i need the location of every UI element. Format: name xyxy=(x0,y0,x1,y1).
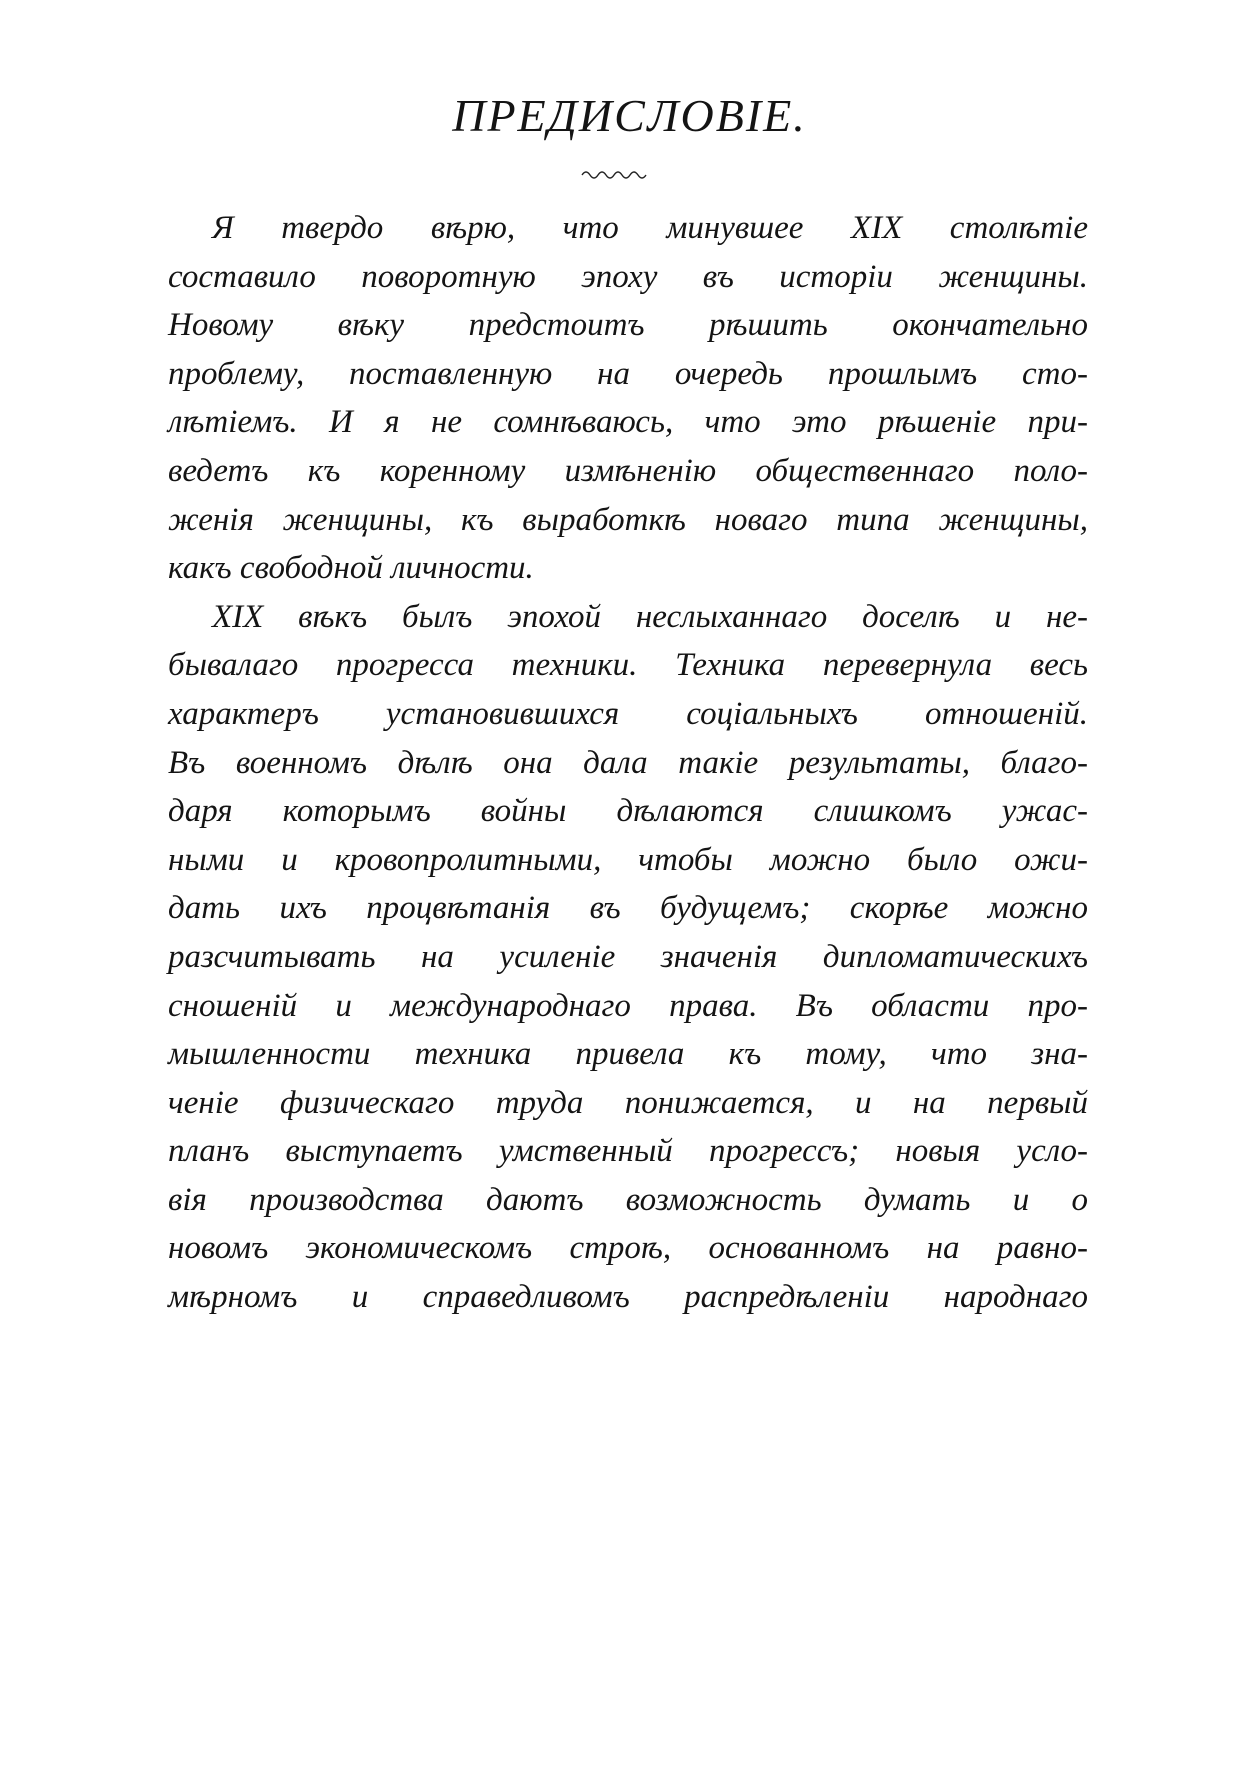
text-line: даря которымъ войны дѣлаются слишкомъ ужас- xyxy=(168,793,1088,830)
text-line: Я твердо вѣрю, что минувшее XIX столѣтіе xyxy=(212,210,1088,246)
text-line: характеръ установившихся соціальныхъ отношеній. xyxy=(168,695,1088,732)
text-line: лѣтіемъ. И я не сомнѣваюсь, что это рѣшеніе при- xyxy=(168,404,1088,441)
text-line: планъ выступаетъ умственный прогрессъ; новыя усло- xyxy=(168,1133,1088,1170)
text-line: Новому вѣку предстоитъ рѣшить окончательно xyxy=(168,307,1088,344)
text-line: составило поворотную эпоху въ исторіи женщины. xyxy=(168,258,1088,295)
text-line: вія производства даютъ возможность думать и о xyxy=(168,1181,1088,1218)
text-line: женія женщины, къ выработкѣ новаго типа женщины, xyxy=(168,501,1088,538)
text-line: XIX вѣкъ былъ эпохой неслыханнаго доселѣ и не- xyxy=(212,598,1088,635)
page-title: ПРЕДИСЛОВІЕ. xyxy=(452,90,807,141)
text-line: Въ военномъ дѣлѣ она дала такіе результаты, благо- xyxy=(168,744,1088,781)
text-line: мѣрномъ и справедливомъ распредѣленіи народнаго xyxy=(168,1279,1088,1316)
text-line: какъ свободной личности. xyxy=(168,550,534,587)
text-line: мышленности техника привела къ тому, что зна- xyxy=(168,1036,1088,1073)
text-line: бывалаго прогресса техники. Техника перевернула весь xyxy=(168,647,1088,684)
text-line: ными и кровопролитными, чтобы можно было ожи- xyxy=(168,841,1088,878)
wavy-ornament-divider xyxy=(580,166,650,182)
text-line: ведетъ къ коренному измѣненію общественнаго поло- xyxy=(168,452,1088,489)
body-text xyxy=(168,204,1088,1322)
text-line: новомъ экономическомъ строѣ, основанномъ на равно- xyxy=(168,1230,1088,1267)
text-line: разсчитывать на усиленіе значенія дипломатическихъ xyxy=(168,938,1088,975)
paragraph-2 xyxy=(168,593,1088,1322)
text-line: ченіе физическаго труда понижается, и на первый xyxy=(168,1084,1088,1121)
text-line: сношеній и международнаго права. Въ области про- xyxy=(168,987,1088,1024)
paragraph-1 xyxy=(168,204,1088,593)
text-line: дать ихъ процвѣтанія въ будущемъ; скорѣе можно xyxy=(168,890,1088,927)
text-line: проблему, поставленную на очередь прошлымъ сто- xyxy=(168,355,1088,392)
